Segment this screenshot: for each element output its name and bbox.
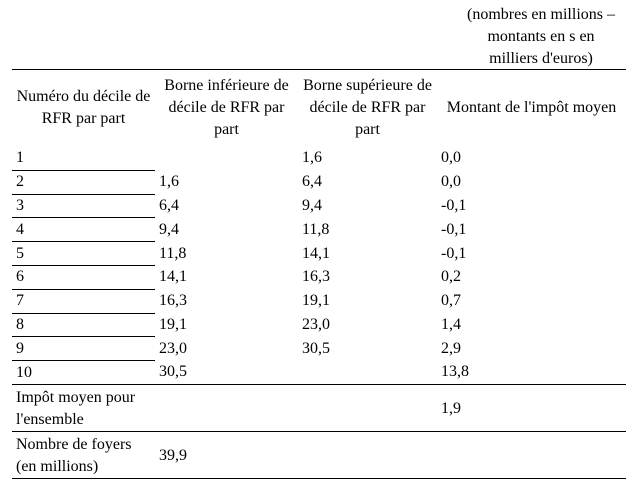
average-tax-cell: 0,0 bbox=[441, 149, 461, 167]
decile-cell: 1 bbox=[12, 147, 155, 171]
upper-bound-cell: 1,6 bbox=[302, 149, 322, 167]
decile-cell: 4 bbox=[12, 218, 155, 242]
average-tax-row bbox=[12, 384, 626, 431]
table-row bbox=[12, 194, 626, 218]
decile-cell: 8 bbox=[12, 313, 155, 337]
average-tax-cell: 0,2 bbox=[441, 268, 461, 286]
upper-bound-cell: 14,1 bbox=[302, 244, 330, 262]
table-row bbox=[12, 218, 626, 242]
lower-bound-cell: 6,4 bbox=[159, 196, 179, 214]
households-row bbox=[12, 431, 626, 478]
lower-bound-cell: 14,1 bbox=[159, 268, 187, 286]
table-row bbox=[12, 361, 626, 385]
average-tax-cell: -0,1 bbox=[441, 220, 467, 238]
upper-bound-cell: 11,8 bbox=[302, 220, 330, 238]
table-row bbox=[12, 170, 626, 194]
average-tax-label: Impôt moyen pour l'ensemble bbox=[12, 384, 155, 431]
lower-bound-cell: 9,4 bbox=[159, 220, 179, 238]
upper-bound-cell bbox=[298, 361, 437, 385]
decile-cell: 5 bbox=[12, 242, 155, 266]
units-note-line-3: milliers d'euros) bbox=[489, 50, 593, 67]
lower-bound-cell bbox=[155, 147, 298, 171]
decile-cell: 3 bbox=[12, 194, 155, 218]
lower-bound-cell: 16,3 bbox=[159, 292, 187, 310]
lower-bound-cell: 19,1 bbox=[159, 315, 187, 333]
households-label: Nombre de foyers (en millions) bbox=[12, 431, 155, 478]
table-header-row bbox=[12, 70, 626, 147]
units-note-line-2: montants en s en bbox=[487, 28, 595, 45]
households-value: 39,9 bbox=[155, 431, 298, 478]
average-tax-value: 1,9 bbox=[437, 384, 626, 431]
table-row bbox=[12, 337, 626, 361]
upper-bound-cell: 6,4 bbox=[302, 173, 322, 191]
units-note-line-1: (nombres en millions – bbox=[467, 6, 615, 23]
lower-bound-cell: 23,0 bbox=[159, 339, 187, 357]
table-row bbox=[12, 147, 626, 171]
upper-bound-cell: 30,5 bbox=[302, 339, 330, 357]
table-row bbox=[12, 265, 626, 289]
table-row bbox=[12, 313, 626, 337]
average-tax-cell: -0,1 bbox=[441, 244, 467, 262]
header-decile-number: Numéro du décile de RFR par part bbox=[16, 88, 151, 128]
lower-bound-cell: 30,5 bbox=[159, 363, 187, 381]
table-row bbox=[12, 289, 626, 313]
decile-cell: 2 bbox=[12, 170, 155, 194]
upper-bound-cell: 16,3 bbox=[302, 268, 330, 286]
decile-cell: 9 bbox=[12, 337, 155, 361]
header-upper-bound: Borne supérieure de décile de RFR par part bbox=[303, 77, 432, 139]
header-average-tax: Montant de l'impôt moyen bbox=[446, 99, 617, 117]
lower-bound-cell: 11,8 bbox=[159, 244, 187, 262]
header-lower-bound: Borne inférieure de décile de RFR par part bbox=[164, 77, 289, 139]
average-tax-cell: 2,9 bbox=[441, 339, 461, 357]
average-tax-cell: 0,0 bbox=[441, 173, 461, 191]
upper-bound-cell: 9,4 bbox=[302, 196, 322, 214]
average-tax-cell: -0,1 bbox=[441, 196, 467, 214]
decile-rows bbox=[12, 147, 626, 385]
upper-bound-cell: 19,1 bbox=[302, 292, 330, 310]
table-row bbox=[12, 242, 626, 266]
decile-tax-table bbox=[12, 69, 626, 479]
decile-cell: 10 bbox=[16, 363, 32, 381]
upper-bound-cell: 23,0 bbox=[302, 315, 330, 333]
decile-cell: 6 bbox=[12, 265, 155, 289]
average-tax-cell: 1,4 bbox=[441, 315, 461, 333]
decile-cell: 7 bbox=[12, 289, 155, 313]
average-tax-cell: 0,7 bbox=[441, 292, 461, 310]
units-note bbox=[446, 4, 636, 70]
average-tax-cell: 13,8 bbox=[441, 363, 469, 381]
lower-bound-cell: 1,6 bbox=[159, 173, 179, 191]
